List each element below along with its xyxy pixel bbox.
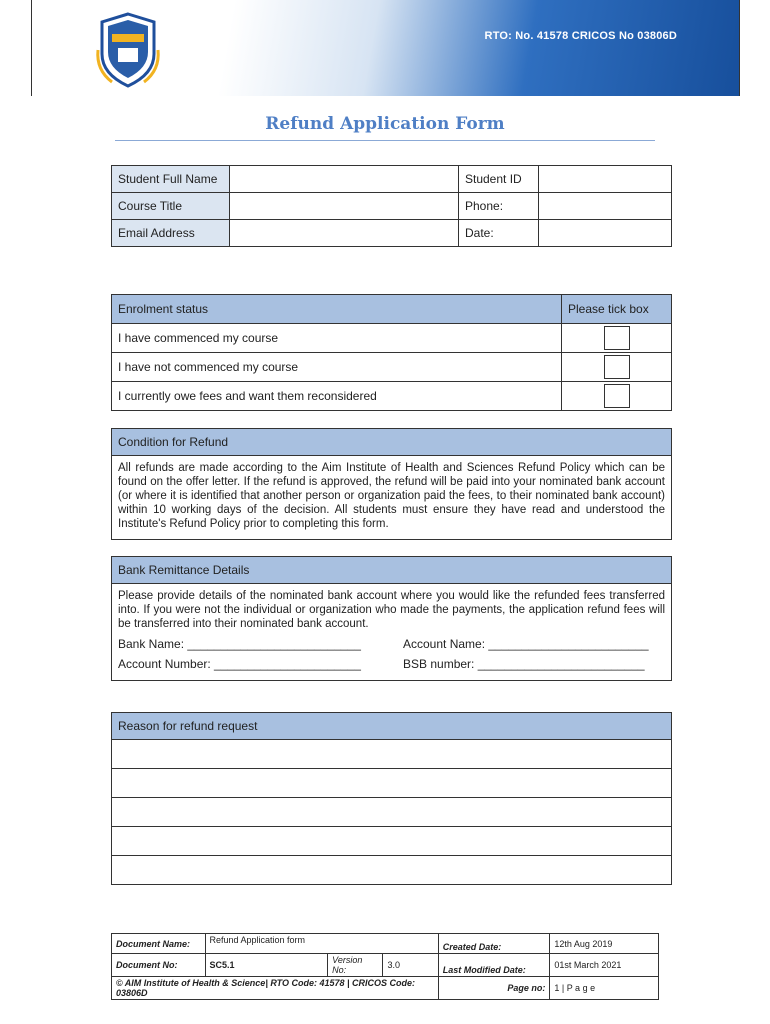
copyright-text: © AIM Institute of Health & Science| RTO Code: 41578 | CRICOS Code: 03806D [112, 977, 439, 1000]
reason-line[interactable] [112, 798, 671, 827]
page-header [32, 0, 739, 96]
student-full-name-label: Student Full Name [112, 166, 230, 193]
student-full-name-field[interactable] [230, 166, 459, 193]
enrolment-option: I have not commenced my course [112, 353, 562, 382]
email-address-label: Email Address [112, 220, 230, 247]
bsb-number-field[interactable]: BSB number: _________________________ [403, 657, 645, 671]
rto-cricos-text: RTO: No. 41578 CRICOS No 03806D [484, 30, 677, 42]
doc-no-value: SC5.1 [205, 954, 328, 977]
not-commenced-checkbox[interactable] [604, 355, 630, 379]
condition-text: All refunds are made according to the Aim Institute of Health and Sciences Refund Policy which can be found on the offer letter. If the refund is approved, the refund will be paid into your nominated bank account (or where it is identified that another person or organization paid the fees, to their nominated bank account) within 10 working days of the decision. All students must ensure they have read and understood the Institute's Refund Policy prior to completing this form. [118, 462, 665, 530]
date-label: Date: [459, 220, 539, 247]
enrolment-option: I have commenced my course [112, 324, 562, 353]
institute-logo-icon [92, 10, 164, 90]
reason-line[interactable] [112, 769, 671, 798]
email-address-field[interactable] [230, 220, 459, 247]
enrolment-status-table [111, 294, 672, 411]
condition-for-refund-section [111, 428, 672, 540]
reason-line[interactable] [112, 827, 671, 856]
owe-fees-checkbox[interactable] [604, 384, 630, 408]
created-date-value: 12th Aug 2019 [550, 934, 659, 954]
enrolment-option: I currently owe fees and want them reconsidered [112, 382, 562, 411]
course-title-label: Course Title [112, 193, 230, 220]
header-right-border [739, 0, 740, 96]
bank-instructions: Please provide details of the nominated bank account where you would like the refunded fees transferred into. If you were not the individual or organization who made the payments, the application refund fees will be transferred into their nominated bank account. [118, 590, 665, 630]
doc-name-value: Refund Application form [205, 934, 438, 954]
page-no-value: 1 | P a g e [550, 977, 659, 1000]
reason-line[interactable] [112, 856, 671, 885]
condition-header: Condition for Refund [112, 429, 671, 456]
tick-box-header: Please tick box [562, 295, 672, 324]
bank-header: Bank Remittance Details [112, 557, 671, 584]
doc-name-label: Document Name: [112, 934, 206, 954]
page-no-label: Page no: [438, 977, 550, 1000]
last-modified-label: Last Modified Date: [438, 954, 550, 977]
title-divider [115, 140, 655, 141]
reason-for-refund-section [111, 712, 672, 885]
course-title-field[interactable] [230, 193, 459, 220]
reason-header: Reason for refund request [112, 713, 671, 740]
last-modified-value: 01st March 2021 [550, 954, 659, 977]
reason-line[interactable] [112, 740, 671, 769]
student-id-field[interactable] [539, 166, 672, 193]
enrolment-status-header: Enrolment status [112, 295, 562, 324]
phone-field[interactable] [539, 193, 672, 220]
account-name-field[interactable]: Account Name: ________________________ [403, 637, 649, 651]
bank-remittance-section [111, 556, 672, 681]
phone-label: Phone: [459, 193, 539, 220]
header-left-border [0, 0, 32, 96]
student-id-label: Student ID [459, 166, 539, 193]
account-number-field[interactable]: Account Number: ______________________ [118, 657, 361, 671]
version-label: Version No: [328, 954, 383, 977]
created-date-label: Created Date: [438, 934, 550, 954]
student-details-table [111, 165, 672, 247]
version-value: 3.0 [383, 954, 438, 977]
bank-name-field[interactable]: Bank Name: __________________________ [118, 637, 361, 651]
doc-no-label: Document No: [112, 954, 206, 977]
document-footer-table [111, 933, 659, 1000]
date-field[interactable] [539, 220, 672, 247]
page-title: Refund Application Form [265, 114, 505, 134]
commenced-checkbox[interactable] [604, 326, 630, 350]
